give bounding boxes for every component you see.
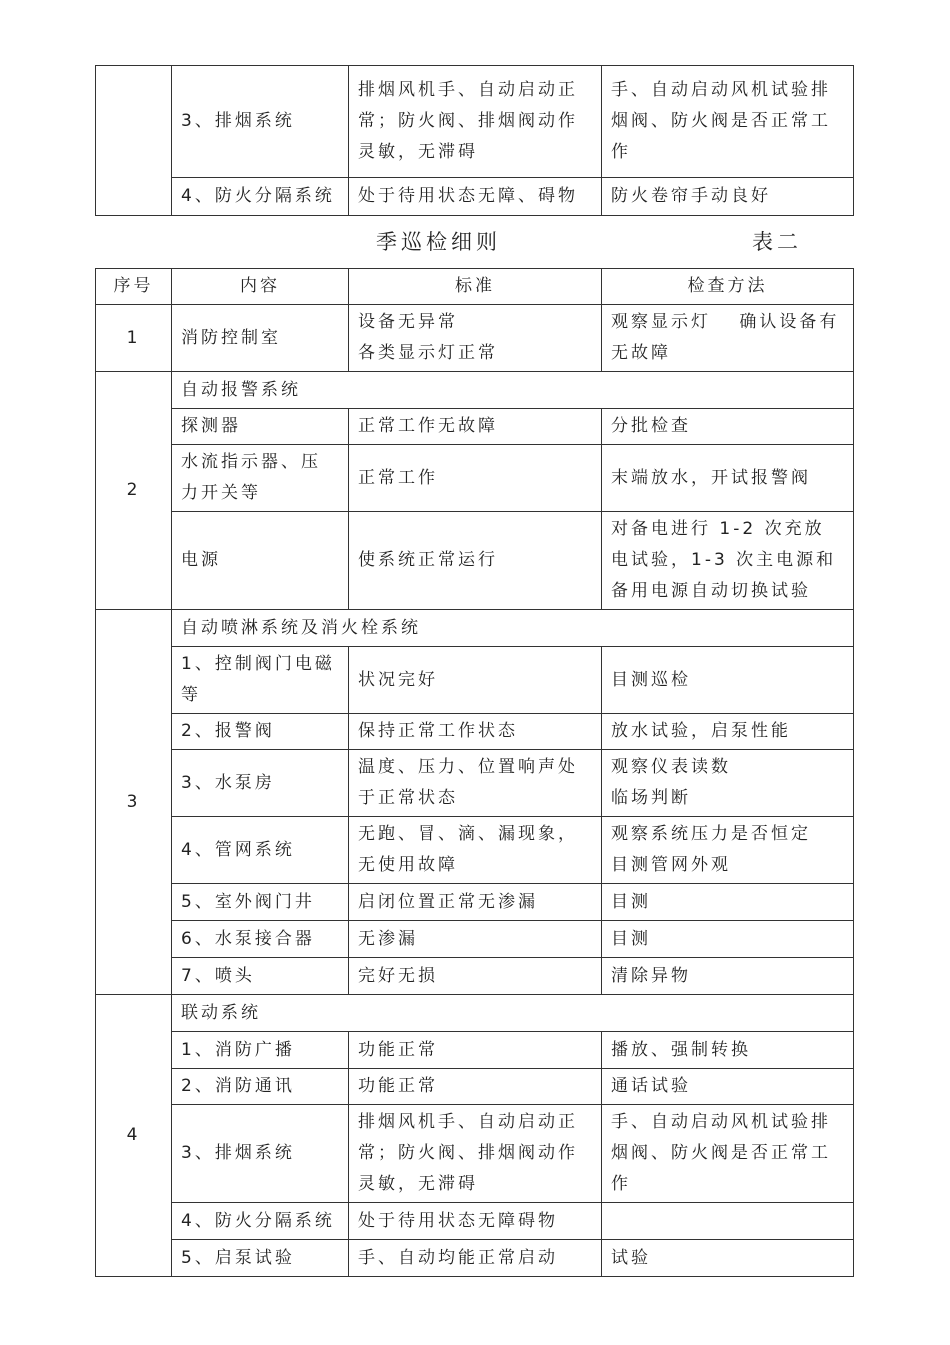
standard-cell: 保持正常工作状态 xyxy=(349,714,602,750)
table-row xyxy=(96,512,854,610)
method-cell: 目测 xyxy=(602,921,854,958)
content-cell: 消防控制室 xyxy=(172,305,349,372)
content-cell: 5、启泵试验 xyxy=(172,1240,349,1277)
method-cell: 分批检查 xyxy=(602,409,854,445)
table-row xyxy=(96,958,854,995)
table-header-row xyxy=(96,269,854,305)
standard-cell: 处于待用状态无障碍物 xyxy=(349,1203,602,1240)
number-cell: 2 xyxy=(96,372,172,610)
number-cell xyxy=(96,66,172,216)
content-cell: 1、控制阀门电磁等 xyxy=(172,647,349,714)
content-cell: 5、室外阀门井 xyxy=(172,884,349,921)
standard-cell: 排烟风机手、自动启动正常；防火阀、排烟阀动作灵敏，无滞碍 xyxy=(349,1105,602,1203)
header-content: 内容 xyxy=(172,269,349,305)
method-cell: 末端放水，开试报警阀 xyxy=(602,445,854,512)
table-row xyxy=(96,921,854,958)
table-row xyxy=(96,178,854,216)
standard-cell: 启闭位置正常无渗漏 xyxy=(349,884,602,921)
table-row xyxy=(96,445,854,512)
group-title: 自动报警系统 xyxy=(172,372,854,409)
table-row xyxy=(96,750,854,817)
standard-cell: 正常工作 xyxy=(349,445,602,512)
table-row xyxy=(96,305,854,372)
header-method: 检查方法 xyxy=(602,269,854,305)
method-cell: 手、自动启动风机试验排烟阀、防火阀是否正常工作 xyxy=(602,66,854,178)
table-number: 表二 xyxy=(752,230,802,254)
standard-cell: 手、自动均能正常启动 xyxy=(349,1240,602,1277)
content-cell: 探测器 xyxy=(172,409,349,445)
inspection-table xyxy=(95,268,854,1277)
content-cell: 4、防火分隔系统 xyxy=(172,178,349,216)
method-cell: 放水试验，启泵性能 xyxy=(602,714,854,750)
header-standard: 标准 xyxy=(349,269,602,305)
group-row xyxy=(96,372,854,409)
content-cell: 1、消防广播 xyxy=(172,1032,349,1069)
method-cell: 目测 xyxy=(602,884,854,921)
content-cell: 3、排烟系统 xyxy=(172,66,349,178)
content-cell: 4、防火分隔系统 xyxy=(172,1203,349,1240)
standard-cell: 处于待用状态无障、碍物 xyxy=(349,178,602,216)
number-cell: 1 xyxy=(96,305,172,372)
group-title: 联动系统 xyxy=(172,995,854,1032)
standard-cell: 功能正常 xyxy=(349,1069,602,1105)
table-row xyxy=(96,1240,854,1277)
method-cell xyxy=(602,1203,854,1240)
table-row xyxy=(96,66,854,178)
method-cell: 清除异物 xyxy=(602,958,854,995)
standard-cell: 状况完好 xyxy=(349,647,602,714)
table-row xyxy=(96,1203,854,1240)
content-cell: 4、管网系统 xyxy=(172,817,349,884)
table-row xyxy=(96,1069,854,1105)
content-cell: 水流指示器、压力开关等 xyxy=(172,445,349,512)
number-cell: 4 xyxy=(96,995,172,1277)
group-row xyxy=(96,995,854,1032)
table-row xyxy=(96,714,854,750)
table-row xyxy=(96,817,854,884)
table-row xyxy=(96,884,854,921)
method-cell: 观察系统压力是否恒定 目测管网外观 xyxy=(602,817,854,884)
standard-cell: 正常工作无故障 xyxy=(349,409,602,445)
content-cell: 2、报警阀 xyxy=(172,714,349,750)
standard-cell: 排烟风机手、自动启动正常；防火阀、排烟阀动作灵敏，无滞碍 xyxy=(349,66,602,178)
number-cell: 3 xyxy=(96,610,172,995)
content-cell: 3、排烟系统 xyxy=(172,1105,349,1203)
table-row xyxy=(96,1032,854,1069)
standard-cell: 无跑、冒、滴、漏现象，无使用故障 xyxy=(349,817,602,884)
method-cell: 防火卷帘手动良好 xyxy=(602,178,854,216)
content-cell: 3、水泵房 xyxy=(172,750,349,817)
continuation-table xyxy=(95,65,854,216)
method-cell: 手、自动启动风机试验排烟阀、防火阀是否正常工作 xyxy=(602,1105,854,1203)
page-title: 季巡检细则 xyxy=(376,230,501,254)
content-cell: 电源 xyxy=(172,512,349,610)
standard-cell: 温度、压力、位置响声处于正常状态 xyxy=(349,750,602,817)
header-no: 序号 xyxy=(96,269,172,305)
method-cell: 通话试验 xyxy=(602,1069,854,1105)
method-cell: 试验 xyxy=(602,1240,854,1277)
method-cell: 目测巡检 xyxy=(602,647,854,714)
table-row xyxy=(96,1105,854,1203)
content-cell: 7、喷头 xyxy=(172,958,349,995)
group-row xyxy=(96,610,854,647)
method-cell: 播放、强制转换 xyxy=(602,1032,854,1069)
standard-cell: 完好无损 xyxy=(349,958,602,995)
method-cell: 观察显示灯 确认设备有无故障 xyxy=(602,305,854,372)
table-row xyxy=(96,409,854,445)
method-cell: 对备电进行 1-2 次充放电试验，1-3 次主电源和备用电源自动切换试验 xyxy=(602,512,854,610)
standard-cell: 设备无异常 各类显示灯正常 xyxy=(349,305,602,372)
standard-cell: 使系统正常运行 xyxy=(349,512,602,610)
method-cell: 观察仪表读数 临场判断 xyxy=(602,750,854,817)
group-title: 自动喷淋系统及消火栓系统 xyxy=(172,610,854,647)
table-row xyxy=(96,647,854,714)
standard-cell: 功能正常 xyxy=(349,1032,602,1069)
standard-cell: 无渗漏 xyxy=(349,921,602,958)
content-cell: 6、水泵接合器 xyxy=(172,921,349,958)
content-cell: 2、消防通讯 xyxy=(172,1069,349,1105)
